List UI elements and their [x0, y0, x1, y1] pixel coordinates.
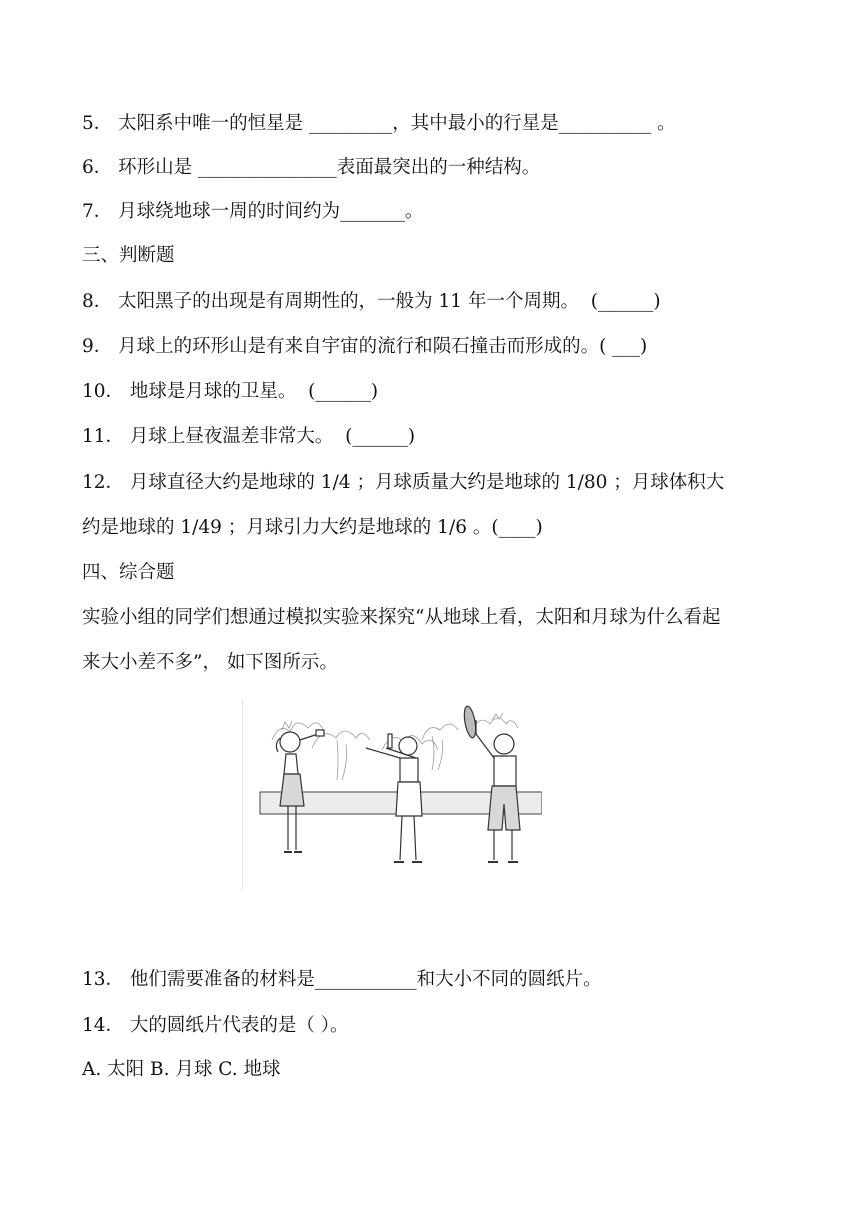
experiment-illustration [242, 700, 542, 890]
question-12-line-1: 12． 月球直径大约是地球的 1/4 ；月球质量大约是地球的 1/80 ；月球体积大 [82, 472, 725, 493]
question-8: 8． 太阳黑子的出现是有周期性的，一般为 11 年一个周期。 (______) [82, 291, 661, 312]
question-13: 13． 他们需要准备的材料是___________和大小不同的圆纸片。 [82, 969, 602, 990]
question-9: 9． 月球上的环形山是有来自宇宙的流行和陨石撞击而形成的。( ___) [82, 336, 648, 357]
question-10: 10． 地球是月球的卫星。 (______) [82, 381, 379, 402]
section-heading-comprehensive: 四、综合题 [82, 562, 175, 583]
question-12-line-2: 约是地球的 1/49 ；月球引力大约是地球的 1/6 。(____) [82, 517, 543, 538]
question-14: 14． 大的圆纸片代表的是（ ）。 [82, 1015, 349, 1036]
trees-sketch [272, 713, 518, 780]
question-5: 5． 太阳系中唯一的恒星是 _________，其中最小的行星是__________ 。 [82, 113, 676, 134]
intro-line-2: 来大小差不多”， 如下图所示。 [82, 652, 338, 673]
girl-figure [276, 730, 324, 852]
question-6: 6． 环形山是 _______________表面最突出的一种结构。 [82, 157, 541, 178]
section-heading-judgement: 三、判断题 [82, 245, 175, 266]
question-11: 11． 月球上昼夜温差非常大。 (______) [82, 426, 416, 447]
question-7: 7． 月球绕地球一周的时间约为_______。 [82, 201, 424, 222]
intro-line-1: 实验小组的同学们想通过模拟实验来探究“从地球上看，太阳和月球为什么看起 [82, 607, 721, 628]
boy-figure [462, 705, 520, 862]
question-14-options: A. 太阳 B. 月球 C. 地球 [82, 1059, 281, 1080]
